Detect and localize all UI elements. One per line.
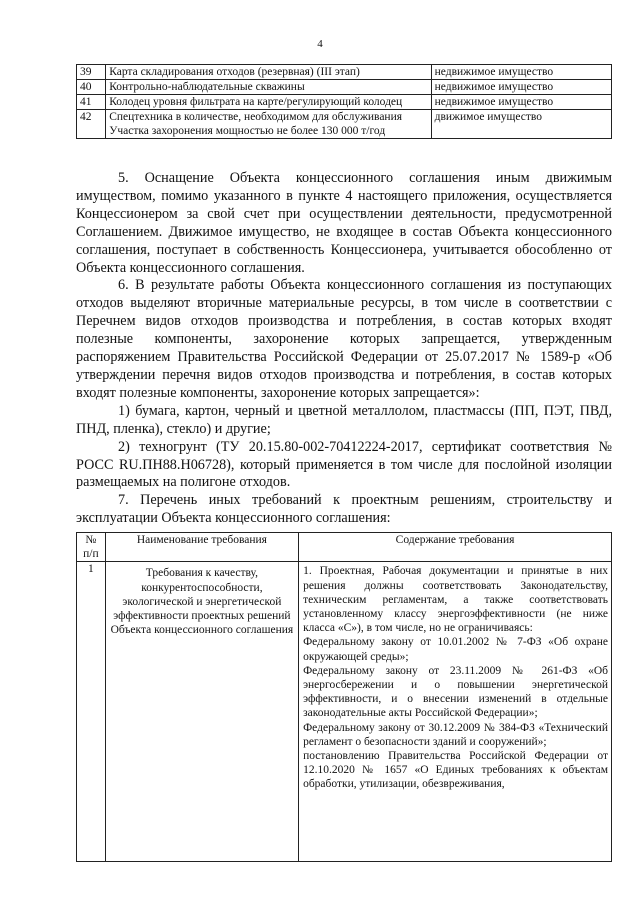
row-name: Спецтехника в количестве, необходимом для обслуживания Участка захоронения мощностью не более 130 000 т/год	[106, 110, 431, 139]
row-type: недвижимое имущество	[431, 80, 611, 95]
requirements-table	[76, 532, 612, 862]
table-row	[77, 65, 612, 80]
row-number: 1	[77, 562, 106, 862]
paragraph-7: 7. Перечень иных требований к проектным решениям, строительству и эксплуатации Объекта концессионного соглашения:	[76, 492, 612, 527]
row-type: движимое имущество	[431, 110, 611, 139]
row-number: 40	[77, 80, 106, 95]
row-type: недвижимое имущество	[431, 95, 611, 110]
table-row	[77, 110, 612, 139]
header-name: Наименование требования	[105, 533, 298, 562]
body-text	[76, 170, 612, 528]
row-name: Контрольно-наблюдательные скважины	[106, 80, 431, 95]
table-row	[77, 562, 612, 862]
paragraph-6: 6. В результате работы Объекта концессионного соглашения из поступающих отходов выделяют вторичные материальные ресурсы, в том числе в соответствии с Перечнем видов отходов производства и потребления, в состав которых входят полезные компоненты, захоронение которых запрещается, утвержденным распоряжением Правительства Российской Федерации от 25.07.2017 № 1589-р «Об утверждении перечня видов отходов производства и потребления, в состав которых входят полезные компоненты, захоронение которых запрещается»:	[76, 277, 612, 401]
header-number: № п/п	[77, 533, 106, 562]
row-name: Карта складирования отходов (резервная) (III этап)	[106, 65, 431, 80]
row-name: Колодец уровня фильтрата на карте/регулирующий колодец	[106, 95, 431, 110]
list-item-2: 2) техногрунт (ТУ 20.15.80-002-70412224-2017, сертификат соответствия № РОСС RU.ПН88.Н06728), который применяется в том числе для послойной изоляции размещаемых на полигоне отходов.	[76, 438, 612, 491]
page-number: 4	[317, 38, 323, 50]
requirement-content	[299, 562, 612, 862]
row-type: недвижимое имущество	[431, 65, 611, 80]
requirement-paragraph: Федеральному закону от 10.01.2002 № 7-ФЗ «Об охране окружающей среды»;	[303, 636, 608, 663]
requirement-paragraph: Федеральному закону от 30.12.2009 № 384-ФЗ «Технический регламент о безопасности зданий и сооружений»;	[303, 721, 608, 748]
requirement-paragraph: 1. Проектная, Рабочая документации и принятые в них решения должны соответствовать Законодательству, техническим регламентам, а также соответствовать установленному классу энергоэффективности (не ниже класса «С»), в том числе, но не ограничиваясь:	[303, 565, 608, 635]
requirement-paragraph: постановлению Правительства Российской Федерации от 12.10.2020 № 1657 «О Единых требованиях к объектам обработки, утилизации, обезвреживания,	[303, 750, 608, 791]
header-content: Содержание требования	[299, 533, 612, 562]
list-item-1: 1) бумага, картон, черный и цветной металлолом, пластмассы (ПП, ПЭТ, ПВД, ПНД, пленка), стекло) и другие;	[76, 402, 612, 437]
row-number: 42	[77, 110, 106, 139]
row-number: 39	[77, 65, 106, 80]
table-header-row	[77, 533, 612, 562]
property-table	[76, 64, 612, 139]
table-row	[77, 80, 612, 95]
table-row	[77, 95, 612, 110]
requirement-paragraph: Федеральному закону от 23.11.2009 № 261-ФЗ «Об энергосбережении и о повышении энергетической эффективности, и о внесении изменений в отдельные законодательные акты Российской Федерации»;	[303, 664, 608, 720]
paragraph-5: 5. Оснащение Объекта концессионного соглашения иным движимым имуществом, помимо указанного в пункте 4 настоящего приложения, осуществляется Концессионером за свой счет при осуществлении деятельности, предусмотренной Соглашением. Движимое имущество, не входящее в состав Объекта концессионного соглашения, поступает в собственность Концессионера, учитывается обособленно от Объекта концессионного соглашения.	[76, 170, 612, 276]
row-number: 41	[77, 95, 106, 110]
requirement-name: Требования к качеству, конкурентоспособности, экологической и энергетической эффективности проектных решений Объекта концессионного соглашения	[105, 562, 298, 862]
